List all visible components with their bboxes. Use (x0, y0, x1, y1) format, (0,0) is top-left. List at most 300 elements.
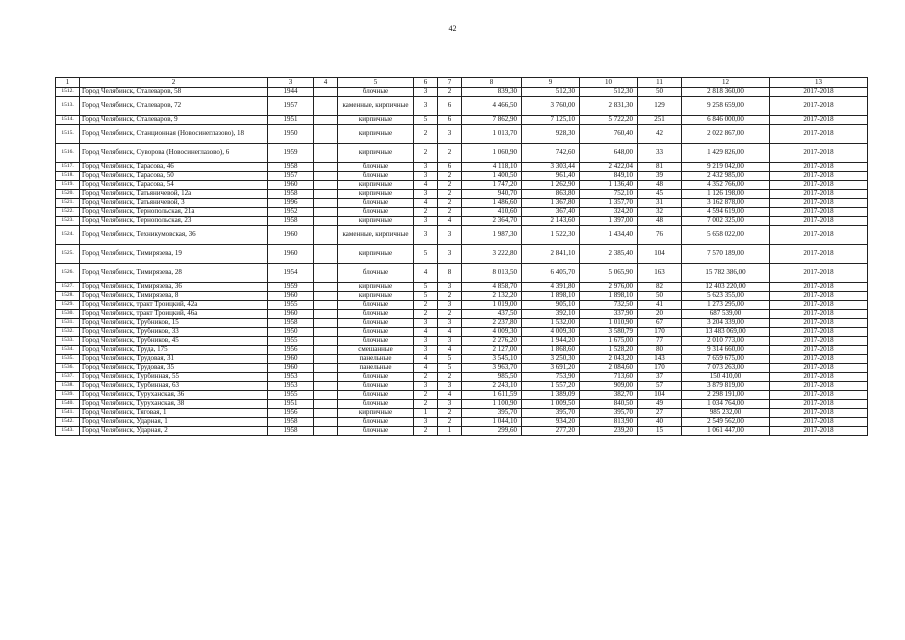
table-row (56, 409, 868, 418)
cell-mat: кирпичные (338, 190, 414, 199)
cell-addr: Город Челябинск, Туруханская, 38 (80, 400, 268, 409)
cell-addr: Город Челябинск, Тимирязева, 8 (80, 292, 268, 301)
table-row (56, 245, 868, 264)
cell-a8: 1 060,90 (462, 144, 522, 163)
cell-fl: 5 (414, 292, 438, 301)
cell-c4 (314, 264, 338, 283)
cell-n: 1514. (56, 116, 80, 125)
cell-fl: 3 (414, 172, 438, 181)
cell-per: 2017-2018 (770, 245, 868, 264)
cell-cost: 2 010 773,00 (682, 337, 770, 346)
cell-addr: Город Челябинск, Трудовая, 31 (80, 355, 268, 364)
cell-p: 45 (638, 190, 682, 199)
cell-mat: кирпичные (338, 292, 414, 301)
cell-fl: 3 (414, 346, 438, 355)
cell-cost: 3 162 878,00 (682, 199, 770, 208)
cell-n: 1533. (56, 337, 80, 346)
cell-per: 2017-2018 (770, 88, 868, 97)
table-row (56, 190, 868, 199)
cell-en: 6 (438, 116, 462, 125)
cell-en: 8 (438, 264, 462, 283)
cell-year: 1953 (268, 373, 314, 382)
cell-c4 (314, 245, 338, 264)
cell-year: 1996 (268, 199, 314, 208)
cell-year: 1956 (268, 346, 314, 355)
cell-p: 37 (638, 373, 682, 382)
cell-addr: Город Челябинск, Турбинная, 63 (80, 382, 268, 391)
cell-a8: 1 013,70 (462, 125, 522, 144)
cell-p: 67 (638, 319, 682, 328)
cell-a10: 1 010,90 (580, 319, 638, 328)
cell-en: 6 (438, 97, 462, 116)
cell-a10: 324,20 (580, 208, 638, 217)
cell-fl: 3 (414, 226, 438, 245)
cell-mat: блочные (338, 319, 414, 328)
cell-fl: 3 (414, 382, 438, 391)
cell-a9: 1 522,30 (522, 226, 580, 245)
cell-year: 1958 (268, 163, 314, 172)
cell-mat: кирпичные (338, 245, 414, 264)
table-row (56, 208, 868, 217)
cell-year: 1957 (268, 172, 314, 181)
cell-en: 3 (438, 283, 462, 292)
cell-a8: 985,50 (462, 373, 522, 382)
cell-p: 39 (638, 172, 682, 181)
cell-c4 (314, 382, 338, 391)
cell-addr: Город Челябинск, Туруханская, 36 (80, 391, 268, 400)
cell-p: 15 (638, 427, 682, 436)
cell-p: 27 (638, 409, 682, 418)
table-row (56, 337, 868, 346)
cell-addr: Город Челябинск, Сталеваров, 72 (80, 97, 268, 116)
cell-per: 2017-2018 (770, 97, 868, 116)
cell-n: 1529. (56, 301, 80, 310)
cell-en: 2 (438, 88, 462, 97)
cell-en: 4 (438, 328, 462, 337)
cell-a10: 395,70 (580, 409, 638, 418)
cell-a9: 934,20 (522, 418, 580, 427)
column-header: 5 (338, 78, 414, 88)
cell-mat: блочные (338, 301, 414, 310)
cell-year: 1956 (268, 409, 314, 418)
column-header: 1 (56, 78, 80, 88)
cell-year: 1960 (268, 181, 314, 190)
cell-a10: 2 043,20 (580, 355, 638, 364)
cell-fl: 2 (414, 208, 438, 217)
cell-year: 1958 (268, 427, 314, 436)
cell-mat: блочные (338, 310, 414, 319)
cell-n: 1517. (56, 163, 80, 172)
cell-per: 2017-2018 (770, 346, 868, 355)
cell-mat: блочные (338, 208, 414, 217)
cell-c4 (314, 199, 338, 208)
cell-n: 1512. (56, 88, 80, 97)
cell-year: 1960 (268, 310, 314, 319)
cell-n: 1535. (56, 355, 80, 364)
cell-per: 2017-2018 (770, 163, 868, 172)
cell-fl: 2 (414, 301, 438, 310)
cell-mat: блочные (338, 264, 414, 283)
cell-n: 1531. (56, 319, 80, 328)
cell-addr: Город Челябинск, Татьяничевой, 3 (80, 199, 268, 208)
cell-fl: 2 (414, 310, 438, 319)
table-row (56, 382, 868, 391)
table-row (56, 400, 868, 409)
page-number: 42 (448, 24, 457, 33)
cell-per: 2017-2018 (770, 125, 868, 144)
cell-a10: 1 528,20 (580, 346, 638, 355)
cell-a8: 410,60 (462, 208, 522, 217)
table-row (56, 328, 868, 337)
cell-p: 77 (638, 337, 682, 346)
cell-cost: 985 232,00 (682, 409, 770, 418)
cell-per: 2017-2018 (770, 418, 868, 427)
cell-cost: 9 219 042,00 (682, 163, 770, 172)
cell-addr: Город Челябинск, Турбинная, 55 (80, 373, 268, 382)
cell-a10: 1 357,70 (580, 199, 638, 208)
cell-per: 2017-2018 (770, 292, 868, 301)
cell-en: 3 (438, 226, 462, 245)
cell-a9: 1 009,50 (522, 400, 580, 409)
cell-mat: блочные (338, 382, 414, 391)
cell-a8: 1 987,30 (462, 226, 522, 245)
cell-cost: 687 539,00 (682, 310, 770, 319)
cell-p: 48 (638, 217, 682, 226)
cell-a9: 1 557,20 (522, 382, 580, 391)
cell-p: 33 (638, 144, 682, 163)
cell-per: 2017-2018 (770, 337, 868, 346)
cell-en: 3 (438, 245, 462, 264)
cell-a8: 940,70 (462, 190, 522, 199)
cell-en: 6 (438, 163, 462, 172)
cell-n: 1525. (56, 245, 80, 264)
cell-p: 76 (638, 226, 682, 245)
cell-en: 3 (438, 125, 462, 144)
cell-addr: Город Челябинск, Татьяничевой, 12а (80, 190, 268, 199)
cell-p: 50 (638, 88, 682, 97)
cell-a8: 3 963,70 (462, 364, 522, 373)
cell-per: 2017-2018 (770, 382, 868, 391)
cell-p: 104 (638, 391, 682, 400)
cell-c4 (314, 163, 338, 172)
cell-a9: 863,80 (522, 190, 580, 199)
cell-fl: 2 (414, 427, 438, 436)
cell-a8: 4 009,30 (462, 328, 522, 337)
cell-a10: 337,90 (580, 310, 638, 319)
cell-p: 57 (638, 382, 682, 391)
cell-p: 81 (638, 163, 682, 172)
cell-en: 3 (438, 382, 462, 391)
cell-a8: 1 486,60 (462, 199, 522, 208)
cell-cost: 7 073 263,00 (682, 364, 770, 373)
cell-n: 1528. (56, 292, 80, 301)
cell-per: 2017-2018 (770, 264, 868, 283)
cell-a9: 367,40 (522, 208, 580, 217)
cell-c4 (314, 125, 338, 144)
cell-cost: 5 623 355,00 (682, 292, 770, 301)
cell-n: 1540. (56, 400, 80, 409)
cell-addr: Город Челябинск, Тяговая, 1 (80, 409, 268, 418)
cell-c4 (314, 301, 338, 310)
cell-a8: 1 611,59 (462, 391, 522, 400)
cell-mat: блочные (338, 418, 414, 427)
cell-c4 (314, 337, 338, 346)
cell-a10: 648,00 (580, 144, 638, 163)
cell-cost: 15 782 386,00 (682, 264, 770, 283)
cell-fl: 2 (414, 400, 438, 409)
cell-a10: 1 434,40 (580, 226, 638, 245)
cell-c4 (314, 190, 338, 199)
cell-c4 (314, 292, 338, 301)
cell-a10: 5 722,20 (580, 116, 638, 125)
cell-a9: 3 250,30 (522, 355, 580, 364)
cell-a9: 2 841,10 (522, 245, 580, 264)
table-row (56, 418, 868, 427)
cell-a8: 2 127,00 (462, 346, 522, 355)
cell-en: 5 (438, 355, 462, 364)
cell-a10: 813,90 (580, 418, 638, 427)
cell-year: 1952 (268, 208, 314, 217)
cell-en: 4 (438, 391, 462, 400)
cell-addr: Город Челябинск, Тернопольская, 21а (80, 208, 268, 217)
cell-addr: Город Челябинск, Техникумовская, 36 (80, 226, 268, 245)
cell-n: 1519. (56, 181, 80, 190)
cell-a9: 1 262,90 (522, 181, 580, 190)
cell-year: 1959 (268, 144, 314, 163)
cell-a9: 1 868,60 (522, 346, 580, 355)
cell-year: 1960 (268, 245, 314, 264)
cell-en: 3 (438, 301, 462, 310)
cell-addr: Город Челябинск, Труда, 175 (80, 346, 268, 355)
cell-p: 31 (638, 199, 682, 208)
cell-per: 2017-2018 (770, 172, 868, 181)
table-row (56, 319, 868, 328)
column-header: 8 (462, 78, 522, 88)
cell-fl: 4 (414, 181, 438, 190)
cell-year: 1953 (268, 382, 314, 391)
cell-a8: 2 237,80 (462, 319, 522, 328)
cell-a10: 2 422,04 (580, 163, 638, 172)
cell-per: 2017-2018 (770, 364, 868, 373)
cell-fl: 3 (414, 337, 438, 346)
cell-addr: Город Челябинск, Тарасова, 50 (80, 172, 268, 181)
cell-a8: 2 276,20 (462, 337, 522, 346)
cell-year: 1959 (268, 283, 314, 292)
cell-cost: 9 314 660,00 (682, 346, 770, 355)
cell-c4 (314, 283, 338, 292)
cell-c4 (314, 310, 338, 319)
cell-en: 1 (438, 427, 462, 436)
cell-a9: 1 944,20 (522, 337, 580, 346)
housing-register-table (55, 77, 868, 436)
cell-a9: 905,10 (522, 301, 580, 310)
cell-a10: 1 397,00 (580, 217, 638, 226)
cell-per: 2017-2018 (770, 199, 868, 208)
cell-per: 2017-2018 (770, 373, 868, 382)
cell-cost: 5 658 022,00 (682, 226, 770, 245)
cell-mat: блочные (338, 427, 414, 436)
cell-addr: Город Челябинск, Сталеваров, 9 (80, 116, 268, 125)
cell-a9: 742,60 (522, 144, 580, 163)
cell-en: 2 (438, 418, 462, 427)
column-header: 3 (268, 78, 314, 88)
cell-per: 2017-2018 (770, 427, 868, 436)
cell-addr: Город Челябинск, тракт Троицкий, 46а (80, 310, 268, 319)
cell-addr: Город Челябинск, Трудовая, 35 (80, 364, 268, 373)
cell-a9: 928,30 (522, 125, 580, 144)
table-row (56, 355, 868, 364)
column-header: 4 (314, 78, 338, 88)
cell-a9: 3 303,44 (522, 163, 580, 172)
cell-mat: кирпичные (338, 181, 414, 190)
column-header: 13 (770, 78, 868, 88)
cell-year: 1958 (268, 319, 314, 328)
cell-a10: 760,40 (580, 125, 638, 144)
cell-mat: кирпичные (338, 144, 414, 163)
cell-fl: 4 (414, 264, 438, 283)
cell-cost: 4 352 766,00 (682, 181, 770, 190)
cell-en: 5 (438, 364, 462, 373)
cell-addr: Город Челябинск, Трубников, 15 (80, 319, 268, 328)
cell-a10: 2 385,40 (580, 245, 638, 264)
cell-a9: 1 389,09 (522, 391, 580, 400)
cell-cost: 2 818 360,00 (682, 88, 770, 97)
cell-a8: 2 364,70 (462, 217, 522, 226)
cell-cost: 1 034 764,00 (682, 400, 770, 409)
cell-en: 2 (438, 310, 462, 319)
cell-p: 251 (638, 116, 682, 125)
table-row (56, 217, 868, 226)
cell-n: 1538. (56, 382, 80, 391)
cell-cost: 2 022 867,00 (682, 125, 770, 144)
cell-c4 (314, 217, 338, 226)
cell-mat: блочные (338, 199, 414, 208)
cell-p: 49 (638, 400, 682, 409)
cell-fl: 3 (414, 217, 438, 226)
cell-n: 1536. (56, 364, 80, 373)
cell-per: 2017-2018 (770, 116, 868, 125)
cell-addr: Город Челябинск, Ударная, 1 (80, 418, 268, 427)
cell-a9: 512,30 (522, 88, 580, 97)
cell-fl: 2 (414, 391, 438, 400)
cell-p: 41 (638, 301, 682, 310)
cell-cost: 1 061 447,00 (682, 427, 770, 436)
cell-per: 2017-2018 (770, 190, 868, 199)
cell-a10: 909,00 (580, 382, 638, 391)
cell-a10: 3 580,79 (580, 328, 638, 337)
cell-a8: 1 747,20 (462, 181, 522, 190)
cell-cost: 3 204 339,00 (682, 319, 770, 328)
cell-mat: панельные (338, 364, 414, 373)
cell-en: 3 (438, 400, 462, 409)
cell-a8: 4 118,10 (462, 163, 522, 172)
cell-a9: 395,70 (522, 409, 580, 418)
table-row (56, 391, 868, 400)
cell-per: 2017-2018 (770, 319, 868, 328)
cell-p: 42 (638, 125, 682, 144)
column-number-row (56, 78, 868, 88)
cell-addr: Город Челябинск, Тарасова, 46 (80, 163, 268, 172)
cell-a8: 1 400,50 (462, 172, 522, 181)
cell-a9: 7 125,10 (522, 116, 580, 125)
column-header: 7 (438, 78, 462, 88)
table-row (56, 199, 868, 208)
table-row (56, 163, 868, 172)
cell-a8: 8 013,50 (462, 264, 522, 283)
cell-a8: 839,30 (462, 88, 522, 97)
cell-n: 1539. (56, 391, 80, 400)
cell-fl: 2 (414, 144, 438, 163)
cell-p: 48 (638, 181, 682, 190)
cell-a10: 512,30 (580, 88, 638, 97)
cell-c4 (314, 88, 338, 97)
cell-n: 1527. (56, 283, 80, 292)
cell-cost: 12 403 220,00 (682, 283, 770, 292)
cell-a9: 3 760,00 (522, 97, 580, 116)
cell-cost: 7 002 325,00 (682, 217, 770, 226)
cell-a8: 1 019,00 (462, 301, 522, 310)
column-header: 11 (638, 78, 682, 88)
cell-p: 80 (638, 346, 682, 355)
cell-year: 1951 (268, 400, 314, 409)
cell-addr: Город Челябинск, Трубников, 45 (80, 337, 268, 346)
table-row (56, 172, 868, 181)
cell-a9: 2 143,60 (522, 217, 580, 226)
cell-fl: 4 (414, 364, 438, 373)
cell-per: 2017-2018 (770, 391, 868, 400)
table-row (56, 364, 868, 373)
cell-a8: 4 466,50 (462, 97, 522, 116)
column-header: 2 (80, 78, 268, 88)
cell-en: 2 (438, 172, 462, 181)
cell-year: 1951 (268, 116, 314, 125)
cell-a10: 5 065,90 (580, 264, 638, 283)
table-row (56, 301, 868, 310)
cell-n: 1532. (56, 328, 80, 337)
cell-addr: Город Челябинск, Тимирязева, 19 (80, 245, 268, 264)
cell-a10: 2 831,30 (580, 97, 638, 116)
cell-en: 4 (438, 346, 462, 355)
cell-en: 2 (438, 373, 462, 382)
cell-mat: блочные (338, 88, 414, 97)
cell-p: 163 (638, 264, 682, 283)
cell-n: 1518. (56, 172, 80, 181)
cell-a10: 2 976,00 (580, 283, 638, 292)
cell-year: 1950 (268, 328, 314, 337)
cell-cost: 7 659 675,00 (682, 355, 770, 364)
cell-c4 (314, 97, 338, 116)
cell-a9: 3 691,20 (522, 364, 580, 373)
cell-c4 (314, 409, 338, 418)
cell-a9: 1 532,00 (522, 319, 580, 328)
cell-c4 (314, 116, 338, 125)
cell-n: 1513. (56, 97, 80, 116)
cell-per: 2017-2018 (770, 283, 868, 292)
cell-mat: кирпичные (338, 409, 414, 418)
cell-n: 1526. (56, 264, 80, 283)
table-row (56, 283, 868, 292)
cell-fl: 2 (414, 125, 438, 144)
cell-fl: 3 (414, 163, 438, 172)
cell-cost: 4 594 619,00 (682, 208, 770, 217)
cell-a8: 437,50 (462, 310, 522, 319)
cell-a8: 7 862,90 (462, 116, 522, 125)
cell-a8: 3 545,10 (462, 355, 522, 364)
cell-mat: блочные (338, 391, 414, 400)
column-header: 12 (682, 78, 770, 88)
cell-year: 1955 (268, 337, 314, 346)
cell-a9: 4 009,30 (522, 328, 580, 337)
